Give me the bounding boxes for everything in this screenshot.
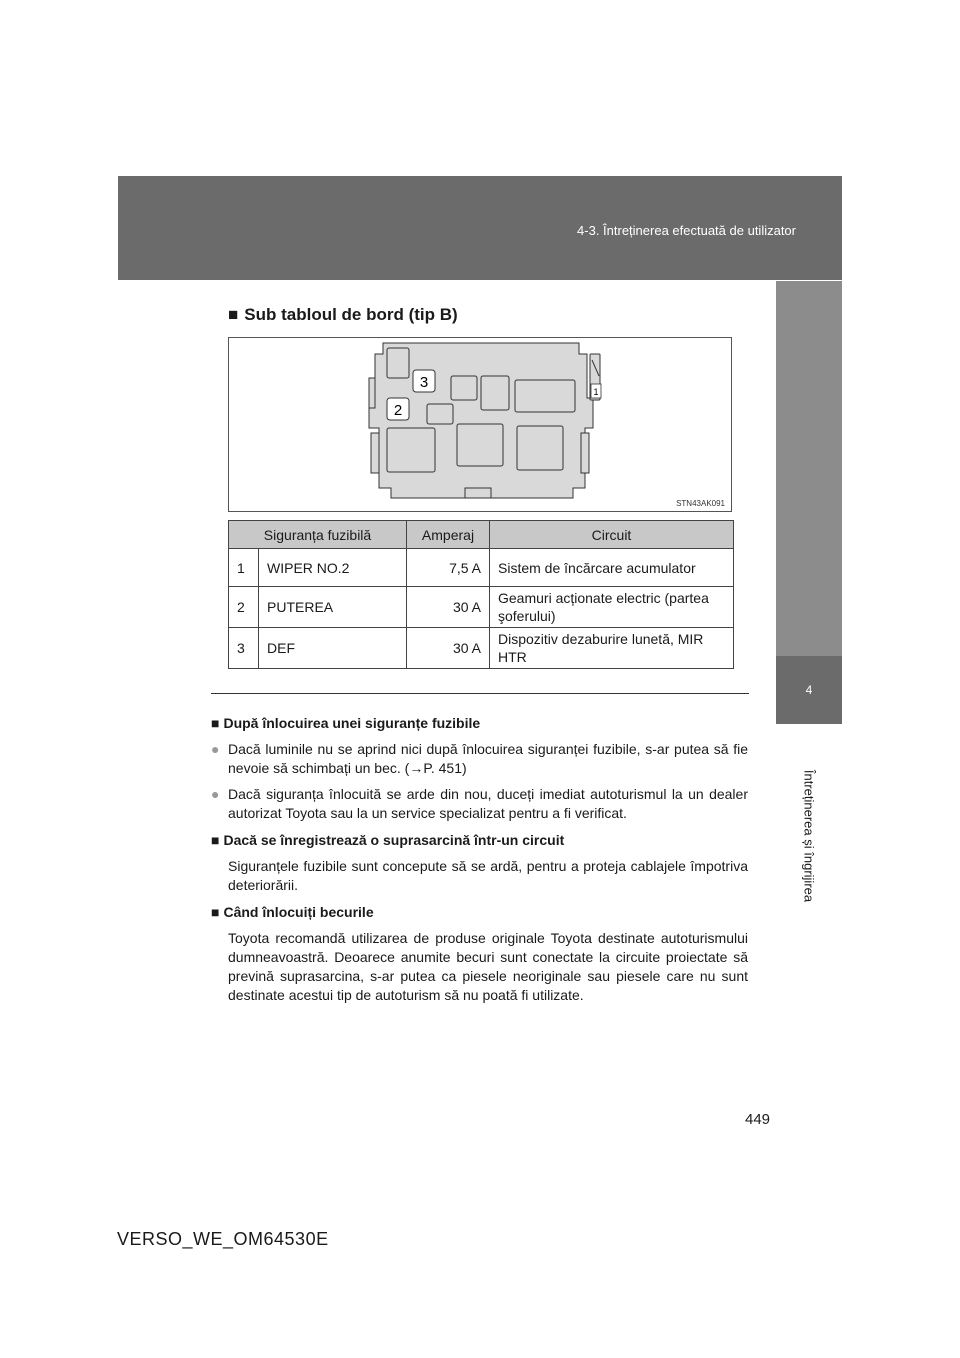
note-heading-2-text: Dacă se înregistrează o suprasarcină într-un circuit	[223, 832, 565, 848]
header-title: 4-3. Întreținerea efectuată de utilizator	[577, 223, 796, 238]
heading-marker: ■	[211, 832, 220, 848]
row-circuit: Sistem de încărcare acumulator	[490, 549, 734, 587]
callout-2-label: 2	[393, 402, 403, 419]
relay-bottom-right	[517, 426, 563, 470]
callout-1-label: 1	[593, 387, 599, 397]
relay-bottom-mid	[457, 424, 503, 466]
table-row	[229, 587, 734, 628]
section-title	[228, 305, 458, 325]
header-band	[118, 176, 842, 280]
note-bullet-2	[211, 785, 748, 823]
row-number: 2	[229, 587, 259, 628]
section-title-text: Sub tabloul de bord (tip B)	[244, 305, 458, 324]
divider	[211, 693, 749, 694]
fuse-table	[228, 520, 734, 669]
bullet-icon: ●	[211, 741, 220, 757]
fuse-small-b	[481, 376, 509, 410]
footer-code: VERSO_WE_OM64530E	[117, 1229, 329, 1249]
table-header-row	[229, 521, 734, 549]
side-tab-number-box	[776, 656, 842, 724]
table-row	[229, 549, 734, 587]
row-amperage: 30 A	[407, 587, 490, 628]
heading-marker: ■	[211, 904, 220, 920]
housing-tab-left-top	[369, 378, 375, 408]
note-heading-3-text: Când înlocuiți becurile	[223, 904, 374, 920]
row-amperage: 30 A	[407, 628, 490, 669]
note-heading-3	[211, 903, 748, 922]
bullet-icon: ●	[211, 786, 220, 802]
row-fuse-name: WIPER NO.2	[259, 549, 407, 587]
notes	[211, 714, 748, 1005]
relay-top-right	[515, 380, 575, 412]
figure-code: STN43AK091	[676, 499, 725, 508]
row-circuit: Geamuri acționate electric (partea şoferului)	[490, 587, 734, 628]
header-fuse: Siguranța fuzibilă	[229, 521, 407, 549]
header-amperage: Amperaj	[407, 521, 490, 549]
page-number: 449	[745, 1111, 771, 1128]
note-bullet-1	[211, 740, 748, 778]
note-bullet-1-text: Dacă luminile nu se aprind nici după înlocuirea siguranței fuzibile, s-ar putea să fie nevoie să schimbați un bec. (→P. 451)	[228, 741, 748, 776]
housing-latch	[465, 488, 491, 498]
note-heading-1	[211, 714, 748, 733]
side-tab	[776, 281, 842, 945]
housing-tab-right	[581, 433, 589, 473]
row-circuit: Dispozitiv dezaburire lunetă, MIR HTR	[490, 628, 734, 669]
row-number: 1	[229, 549, 259, 587]
heading-marker: ■	[211, 715, 220, 731]
fuse-small-a	[451, 376, 477, 400]
row-fuse-name: DEF	[259, 628, 407, 669]
note-heading-2	[211, 831, 748, 850]
note-paragraph-3: Toyota recomandă utilizarea de produse originale Toyota destinate autoturismului dumneavoastră. Deoarece anumite becuri sunt conectate la circuite proiectate să prevină suprasarcina, s-ar putea ca piesele neoriginale sau piesele care nu sunt destinate acestui tip de autoturism să nu poată fi utilizate.	[228, 930, 748, 1003]
row-fuse-name: PUTEREA	[259, 587, 407, 628]
row-number: 3	[229, 628, 259, 669]
fuse-box-figure	[228, 337, 732, 512]
callout-3-label: 3	[419, 374, 429, 391]
fuse-box-diagram	[229, 338, 733, 513]
relay-top-left	[387, 348, 409, 378]
fuse-small-c	[427, 404, 453, 424]
section-marker: ■	[228, 305, 239, 324]
row-amperage: 7,5 A	[407, 549, 490, 587]
header-circuit: Circuit	[490, 521, 734, 549]
note-bullet-2-text: Dacă siguranța înlocuită se arde din nou, duceți imediat autoturismul la un dealer autorizat Toyota sau la un service specializat pentru a fi verificat.	[228, 786, 748, 821]
note-paragraph-2: Siguranțele fuzibile sunt concepute să se ardă, pentru a proteja cablajele împotriva deteriorării.	[228, 858, 748, 893]
table-row	[229, 628, 734, 669]
side-tab-label-box	[776, 724, 842, 945]
note-heading-1-text: După înlocuirea unei siguranțe fuzibile	[223, 715, 481, 731]
side-tab-label: Întreținerea și îngrijirea	[801, 769, 817, 903]
housing-tab-left-bottom	[371, 433, 379, 473]
relay-bottom-left	[387, 428, 435, 472]
side-tab-top	[776, 281, 842, 656]
side-tab-number: 4	[805, 683, 813, 697]
